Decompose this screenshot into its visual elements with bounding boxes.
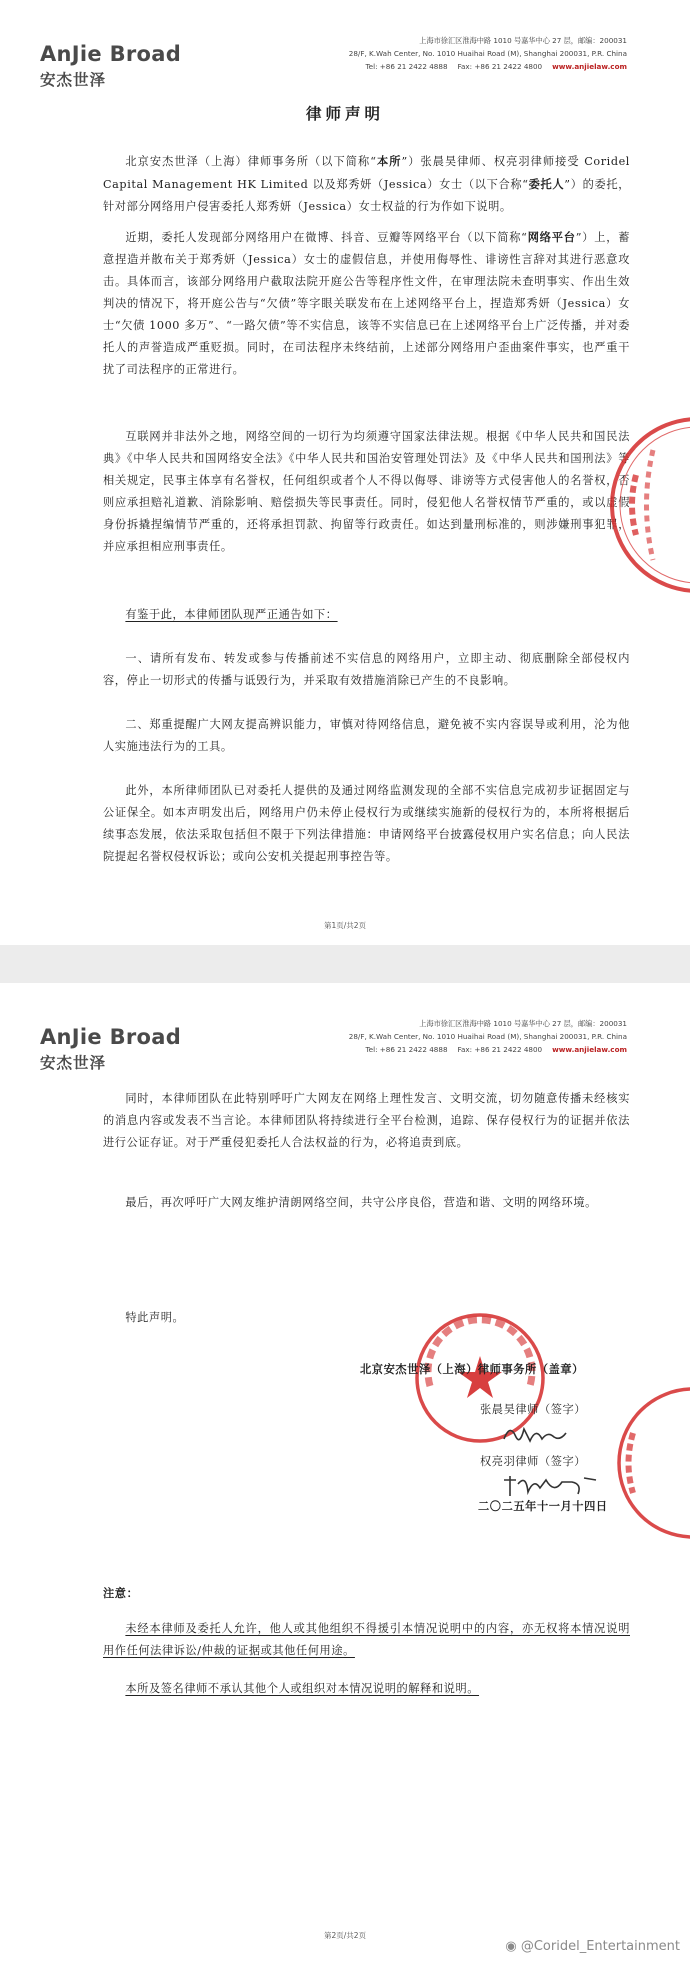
tel: Tel: +86 21 2422 4888 bbox=[365, 1045, 448, 1054]
firm-address bbox=[349, 34, 627, 73]
paragraph-facts: 近期，委托人发现部分网络用户在微博、抖音、豆瓣等网络平台（以下简称“网络平台”）上，蓄意捏造并散布关于郑秀妍（Jessica）女士的虚假信息，并使用侮辱性、诽谤性言辞对其进行恶意攻击。具体而言，该部分网络用户截取法院开庭公告等程序性文件，在审理法院未查明事实、作出生效判决的情况下，将开庭公告与“欠债”等字眼关联发布在上述网络平台上，捏造郑秀妍（Jessica）女士“欠债 1000 多万”、“一路欠债”等不实信息，该等不实信息已在上述网络平台上广泛传播，并对委托人的声誉造成严重贬损。同时，在司法程序未终结前，上述部分网络用户歪曲案件事实，也严重干扰了司法程序的正常进行。 bbox=[103, 230, 630, 376]
seal-stamp-partial bbox=[598, 405, 690, 605]
paragraph-closing: 最后，再次呼吁广大网友维护清朗网络空间，共守公序良俗，营造和谐、文明的网络环境。 bbox=[125, 1196, 597, 1209]
firm-signature-line: 北京安杰世泽（上海）律师事务所（盖章） bbox=[360, 1362, 584, 1376]
tel: Tel: +86 21 2422 4888 bbox=[365, 62, 448, 71]
website-link[interactable]: www.anjielaw.com bbox=[552, 1045, 627, 1054]
paragraph-item-2: 二、郑重提醒广大网友提高辨识能力，审慎对待网络信息，避免被不实内容误导或利用，沦为他人实施违法行为的工具。 bbox=[103, 718, 630, 753]
note-label: 注意： bbox=[103, 1586, 139, 1600]
page-number: 第1页/共2页 bbox=[323, 921, 367, 930]
page-title: 律师声明 bbox=[305, 104, 384, 123]
logo-cn: 安杰世泽 bbox=[40, 1054, 107, 1072]
lawyer-2-handwritten-signature bbox=[500, 1472, 600, 1500]
firm-logo bbox=[40, 1025, 181, 1073]
seal-stamp-partial bbox=[598, 1378, 690, 1548]
address-cn: 上海市徐汇区淮海中路 1010 号嘉华中心 27 层，邮编：200031 bbox=[419, 1019, 627, 1028]
lawyer-1-signature-label: 张晨昊律师（签字） bbox=[480, 1403, 587, 1416]
paragraph-law: 互联网并非法外之地，网络空间的一切行为均须遵守国家法律法规。根据《中华人民共和国民法典》《中华人民共和国网络安全法》《中华人民共和国治安管理处罚法》及《中华人民共和国刑法》等相关规定，民事主体享有名誉权，任何组织或者个人不得以侮辱、诽谤等方式侵害他人的名誉权，否则应承担赔礼道歉、消除影响、赔偿损失等民事责任。同时，侵犯他人名誉权情节严重的，或以虚假身份拆撬捏编情节严重的，还将承担罚款、拘留等行政责任。如达到量刑标准的，则涉嫌刑事犯罪，并应承担相应刑事责任。 bbox=[103, 430, 630, 553]
weibo-icon: ◉ bbox=[505, 1939, 521, 1954]
address-cn: 上海市徐汇区淮海中路 1010 号嘉华中心 27 层，邮编：200031 bbox=[419, 36, 627, 45]
fax: Fax: +86 21 2422 4800 bbox=[457, 1045, 543, 1054]
fax: Fax: +86 21 2422 4800 bbox=[457, 62, 543, 71]
social-watermark: ◉ @Coridel_Entertainment bbox=[505, 1939, 680, 1954]
note-item-1: 未经本律师及委托人允许，他人或其他组织不得援引本情况说明中的内容，亦无权将本情况说明用作任何法律诉讼/仲裁的证据或其他任何用途。 bbox=[103, 1622, 630, 1657]
signing-date: 二〇二五年十一月十四日 bbox=[478, 1499, 608, 1513]
paragraph-measures: 此外，本所律师团队已对委托人提供的及通过网络监测发现的全部不实信息完成初步证据固定与公证保全。如本声明发出后，网络用户仍未停止侵权行为或继续实施新的侵权行为的，本所将根据后续事态发展，依法采取包括但不限于下列法律措施：申请网络平台披露侵权用户实名信息；向人民法院提起名誉权侵权诉讼；或向公安机关提起刑事控告等。 bbox=[103, 784, 630, 863]
firm-address bbox=[349, 1017, 627, 1056]
paragraph-statement: 特此声明。 bbox=[125, 1311, 185, 1324]
address-en: 28/F, K.Wah Center, No. 1010 Huaihai Road (M), Shanghai 200031, P.R. China bbox=[348, 1032, 627, 1041]
firm-logo bbox=[40, 42, 181, 90]
paragraph-appeal: 同时，本律师团队在此特别呼吁广大网友在网络上理性发言、文明交流，切勿随意传播未经核实的消息内容或发表不当言论。本律师团队将持续进行全平台检测，追踪、保存侵权行为的证据并依法进行公证存证。对于严重侵犯委托人合法权益的行为，必将追责到底。 bbox=[103, 1092, 630, 1149]
paragraph-notice: 有鉴于此，本律师团队现严正通告如下： bbox=[125, 608, 338, 621]
document-page-2 bbox=[0, 983, 690, 1962]
address-en: 28/F, K.Wah Center, No. 1010 Huaihai Road (M), Shanghai 200031, P.R. China bbox=[348, 49, 627, 58]
page-number: 第2页/共2页 bbox=[323, 1931, 367, 1940]
note-item-2: 本所及签名律师不承认其他个人或组织对本情况说明的解释和说明。 bbox=[125, 1682, 480, 1695]
website-link[interactable]: www.anjielaw.com bbox=[552, 62, 627, 71]
paragraph-item-1: 一、请所有发布、转发或参与传播前述不实信息的网络用户，立即主动、彻底删除全部侵权内容，停止一切形式的传播与诋毁行为，并采取有效措施消除已产生的不良影响。 bbox=[103, 652, 630, 687]
lawyer-1-handwritten-signature bbox=[500, 1419, 570, 1447]
letterhead bbox=[0, 0, 690, 90]
letterhead bbox=[0, 983, 690, 1073]
lawyer-2-signature-label: 权亮羽律师（签字） bbox=[480, 1455, 587, 1468]
logo-cn: 安杰世泽 bbox=[40, 71, 107, 89]
logo-en: AnJie Broad bbox=[40, 42, 182, 66]
document-page-1 bbox=[0, 0, 690, 945]
logo-en: AnJie Broad bbox=[40, 1025, 182, 1049]
paragraph-intro: 北京安杰世泽（上海）律师事务所（以下简称“本所”）张晨昊律师、权亮羽律师接受 Coridel Capital Management HK Limited 以及郑秀妍（Jessica）女士（以下合称“委托人”）的委托，针对部分网络用户侵害委托人郑秀妍（Jessica）女士权益的行为作如下说明。 bbox=[103, 154, 630, 213]
